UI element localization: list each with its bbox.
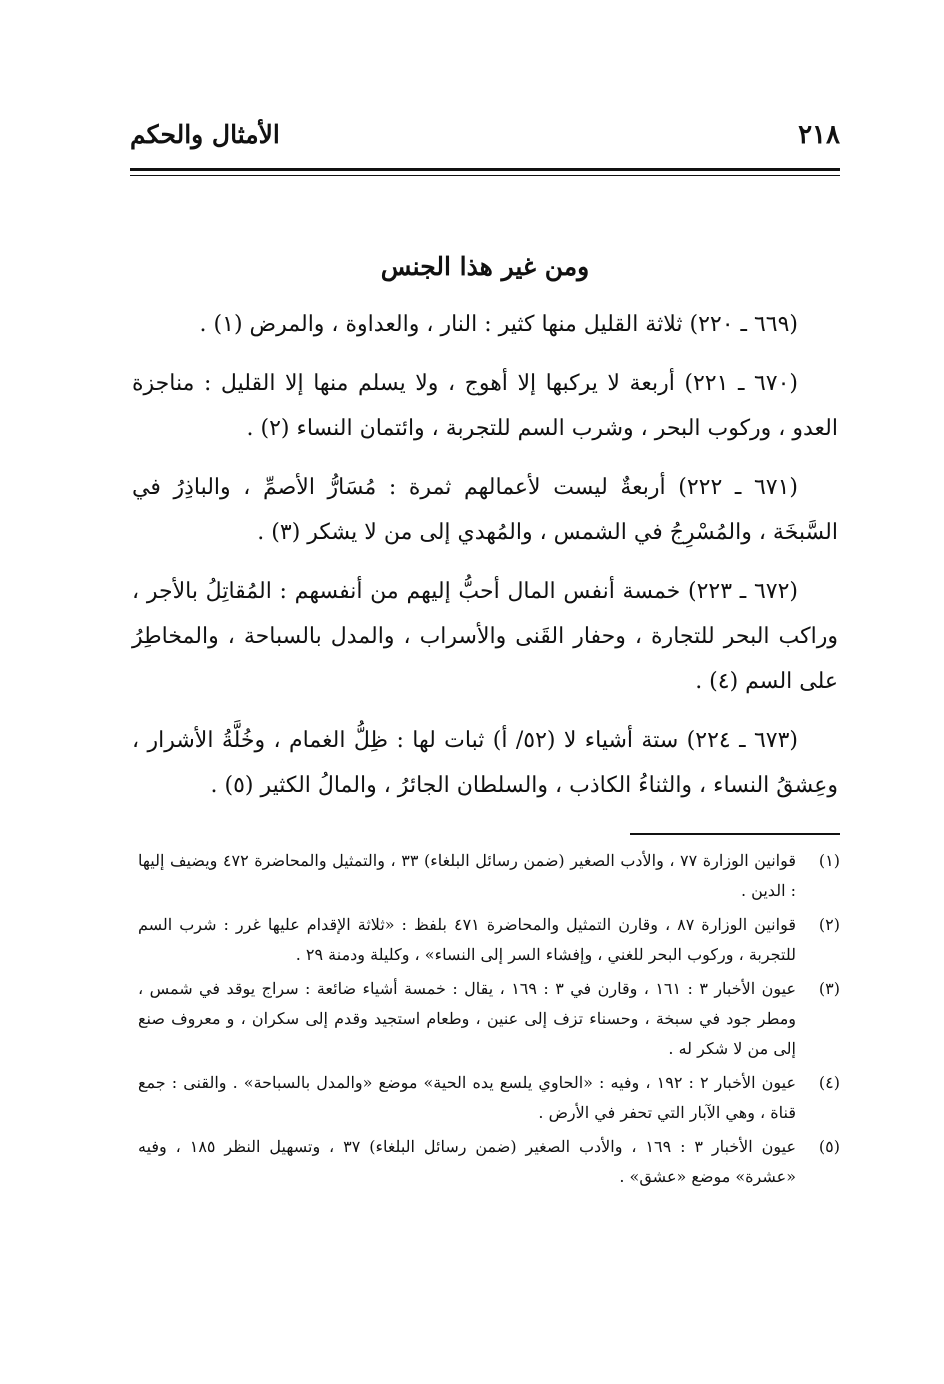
footnote-number: (٣) bbox=[818, 979, 840, 998]
footnote-number: (٥) bbox=[818, 1137, 840, 1156]
header-rule-thick bbox=[130, 168, 840, 171]
proverb-entry: (٦٧٢ ـ ٢٢٣) خمسة أنفس المال أحبُّ إليهم من أنفسهم : المُقاتِلُ بالأجر ، وراكب البحر للتجارة ، وحفار القَنى والأسراب ، والمدل بالسباحة ، والمخاطِرُ على السم (٤) . bbox=[132, 579, 838, 694]
footnote-number: (١) bbox=[818, 851, 840, 870]
footnote-separator bbox=[630, 833, 840, 835]
footnotes bbox=[138, 846, 840, 1196]
header-rule-thin bbox=[130, 175, 840, 176]
footnote-text: عيون الأخبار ٣ : ١٦٩ ، والأدب الصغير (ضمن رسائل البلغاء) ٣٧ ، وتسهيل النظر ١٨٥ ، وفيه «عشرة» موضع «عشق» . bbox=[138, 1137, 797, 1186]
section-heading: ومن غير هذا الجنس bbox=[380, 252, 590, 281]
footnote-text: قوانين الوزارة ٨٧ ، وقارن التمثيل والمحاضرة ٤٧١ بلفظ : «ثلاثة الإقدام عليها غرر : شرب السم للتجربة ، وركوب البحر للغني ، وإفشاء السر إلى النساء» ، وكليلة ودمنة ٢٩ . bbox=[138, 915, 796, 964]
footnote bbox=[138, 974, 840, 1064]
footnote bbox=[138, 1132, 840, 1192]
proverb-entry: (٦٧٠ ـ ٢٢١) أربعة لا يركبها إلا أهوج ، ولا يسلم منها إلا القليل : مناجزة العدو ، وركوب البحر ، وشرب السم للتجربة ، وائتمان النساء (٢) . bbox=[132, 371, 838, 441]
proverb-entry: (٦٧٣ ـ ٢٢٤) ستة أشياء لا (٥٢/ أ) ثبات لها : ظِلُّ الغمام ، وخُلَّةُ الأشرار ، وعِشقُ النساء ، والثناءُ الكاذب ، والسلطان الجائرُ ، والمالُ الكثير (٥) . bbox=[132, 728, 838, 798]
footnote bbox=[138, 910, 840, 970]
footnote-number: (٤) bbox=[818, 1073, 840, 1092]
page-header bbox=[130, 120, 840, 160]
main-text bbox=[132, 302, 838, 822]
footnote-number: (٢) bbox=[818, 915, 840, 934]
footnote bbox=[138, 846, 840, 906]
proverb-entry: (٦٦٩ ـ ٢٢٠) ثلاثة القليل منها كثير : النار ، والعداوة ، والمرض (١) . bbox=[199, 312, 798, 337]
footnote bbox=[138, 1068, 840, 1128]
page-number: ٢١٨ bbox=[798, 120, 840, 150]
footnote-text: عيون الأخبار ٢ : ١٩٢ ، وفيه : «الحاوي يلسع يده الحية» موضع «والمدل بالسباحة» . والقنى : جمع قناة ، وهي الآبار التي تحفر في الأرض . bbox=[138, 1073, 797, 1122]
footnote-text: عيون الأخبار ٣ : ١٦١ ، وقارن في ٣ : ١٦٩ ، يقال : خمسة أشياء ضائعة : سراج يوقد في شمس ، ومطر جود في سبخة ، وحسناء تزف إلى عنين ، وطعام استجيد وقدم إلى سكران ، و معروف صنع إلى من لا شكر له . bbox=[138, 979, 797, 1058]
footnote-text: قوانين الوزارة ٧٧ ، والأدب الصغير (ضمن رسائل البلغاء) ٣٣ ، والتمثيل والمحاضرة ٤٧٢ ويضيف إليها : الدين . bbox=[138, 851, 796, 900]
running-title: الأمثال والحكم bbox=[130, 120, 280, 149]
proverb-entry: (٦٧١ ـ ٢٢٢) أربعةٌ ليست لأعمالهم ثمرة : مُسَارُّ الأصمِّ ، والباذِرُ في السَّبخَة ، والمُسْرِجُ في الشمس ، والمُهدي إلى من لا يشكر (٣) . bbox=[132, 475, 838, 545]
